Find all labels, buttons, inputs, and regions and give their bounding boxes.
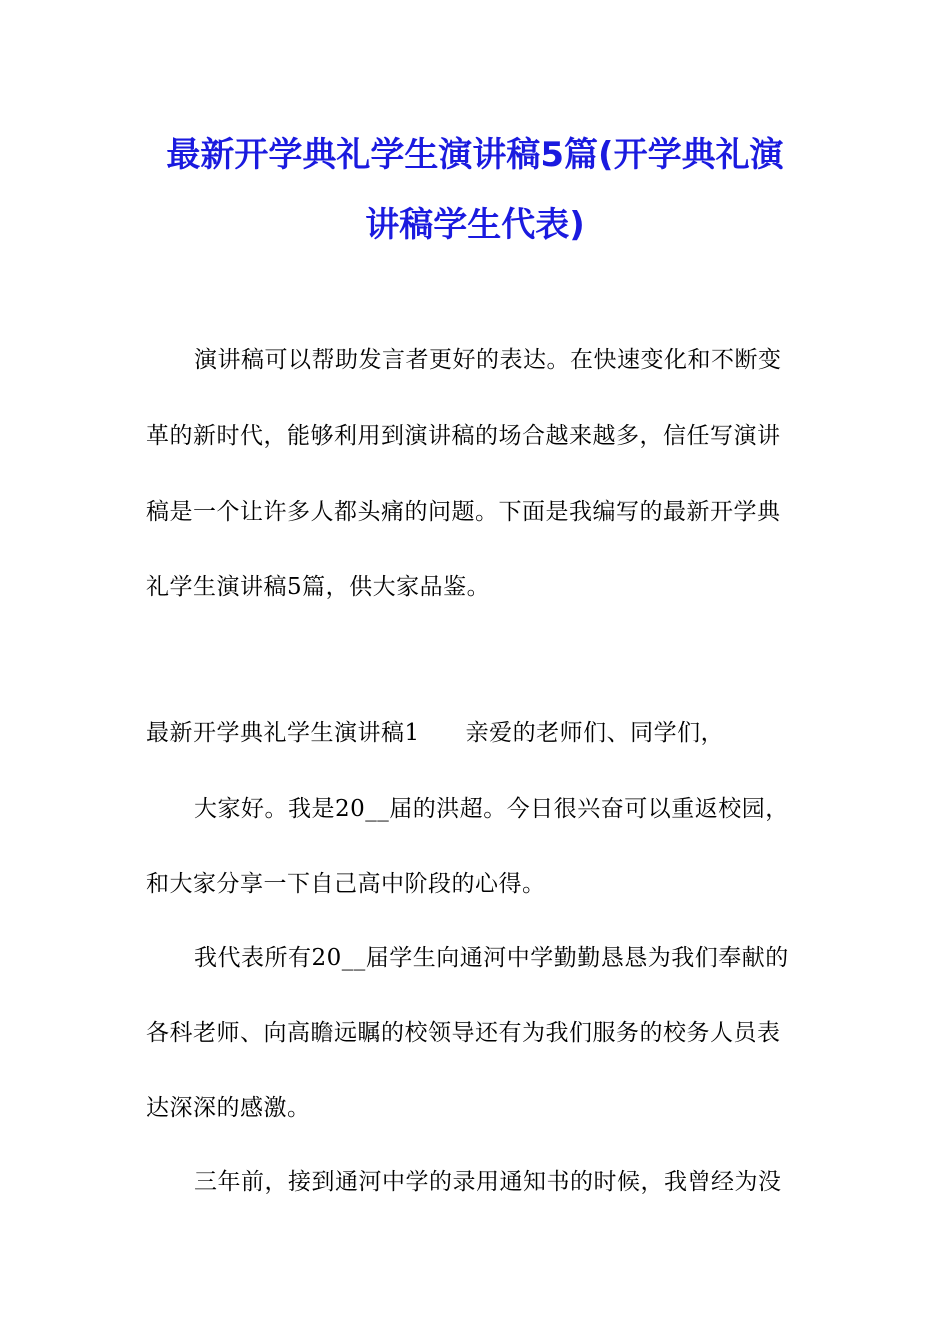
- intro-line: 稿是一个让许多人都头痛的问题。下面是我编写的最新开学典: [146, 499, 781, 525]
- paragraph-line: 达深深的感激。: [146, 1095, 311, 1121]
- intro-line: 革的新时代，能够利用到演讲稿的场合越来越多，信任写演讲: [146, 423, 781, 449]
- intro-line: 礼学生演讲稿5篇，供大家品鉴。: [146, 574, 491, 600]
- document-title-line-2: 讲稿学生代表): [365, 205, 585, 245]
- paragraph-line: 三年前，接到通河中学的录用通知书的时候，我曾经为没: [194, 1169, 782, 1195]
- paragraph-line: 和大家分享一下自己高中阶段的心得。: [146, 871, 546, 897]
- salutation: 亲爱的老师们、同学们，: [465, 720, 725, 746]
- document-title-line-1: 最新开学典礼学生演讲稿5篇(开学典礼演: [166, 135, 784, 175]
- intro-line: 演讲稿可以帮助发言者更好的表达。在快速变化和不断变: [194, 347, 782, 373]
- paragraph-line: 各科老师、向高瞻远瞩的校领导还有为我们服务的校务人员表: [146, 1020, 781, 1046]
- section-heading: 最新开学典礼学生演讲稿1: [146, 720, 420, 746]
- paragraph-line: 我代表所有20__届学生向通河中学勤勤恳恳为我们奉献的: [194, 945, 789, 971]
- paragraph-line: 大家好。我是20__届的洪超。今日很兴奋可以重返校园，: [194, 796, 789, 822]
- section-heading-line: [146, 722, 806, 745]
